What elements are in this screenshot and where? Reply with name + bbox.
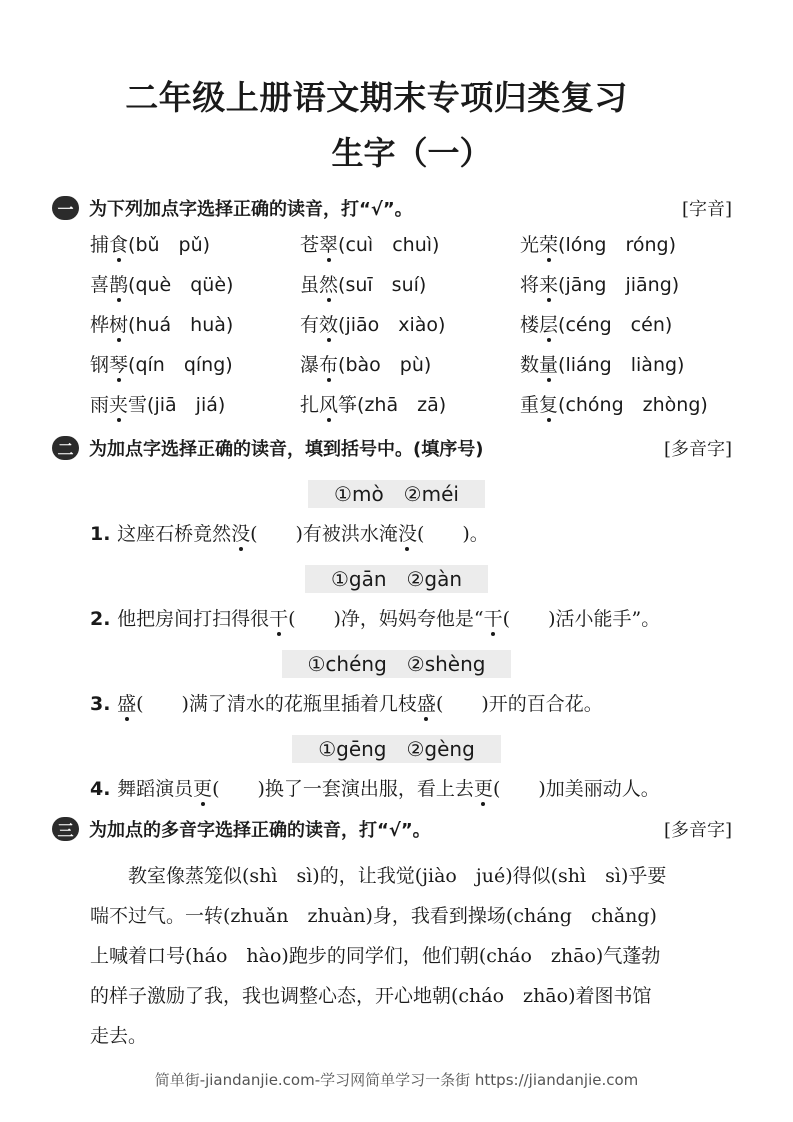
section-number-badge: 一 [52,196,79,220]
section-1-header [52,194,732,222]
dotted-character: 翠 [319,234,339,256]
pronunciation-item: 数量(liáng liàng) [520,354,685,376]
page-subtitle: 生字（一） [331,134,492,172]
question-line: 2. 他把房间打扫得很干( )净，妈妈夸他是“干( )活小能手”。 [90,608,661,630]
passage-line: 的样子激励了我，我也调整心态，开心地朝(cháo zhāo)着图书馆 [90,985,652,1007]
question-line: 3. 盛( )满了清水的花瓶里插着几枝盛( )开的百合花。 [90,693,603,715]
dotted-character: 树 [109,314,129,336]
question-line: 1. 这座石桥竟然没( )有被洪水淹没( )。 [90,523,489,545]
dotted-character: 鹊 [109,274,129,296]
section-instruction: 为加点的多音字选择正确的读音，打“√”。 [89,820,431,841]
pronunciation-item: 光荣(lóng róng) [520,234,676,256]
dotted-character: 然 [319,274,339,296]
pronunciation-item: 将来(jāng jiāng) [520,274,680,296]
pronunciation-item: 捕食(bǔ pǔ) [90,234,211,256]
options-line: ①gēng ②gèng [0,733,793,762]
pronunciation-item: 有效(jiāo xiào) [300,314,446,336]
footer-watermark: 简单街-jiandanjie.com-学习网简单学习一条街 https://jiandanjie.com [154,1071,639,1089]
dotted-character: 更 [473,778,493,800]
pronunciation-item: 桦树(huá huà) [90,314,234,336]
dotted-character: 盛 [416,693,436,715]
section-tag: [多音字] [663,820,732,841]
dotted-character: 来 [539,274,559,296]
dotted-character: 层 [539,314,559,336]
dotted-character: 布 [319,354,339,376]
dotted-character: 复 [539,394,559,416]
dotted-character: 干 [483,608,503,630]
dotted-character: 夹 [109,394,129,416]
dotted-character: 荣 [539,234,559,256]
passage-line: 教室像蒸笼似(shì sì)的，让我觉(jiào jué)得似(shì sì)乎要 [90,865,667,887]
section-instruction: 为加点字选择正确的读音，填到括号中。(填序号) [89,439,484,460]
dotted-character: 更 [193,778,213,800]
dotted-character: 量 [539,354,559,376]
options-line: ①mò ②méi [0,478,793,507]
page-title: 二年级上册语文期末专项归类复习 [125,78,628,117]
pronunciation-item: 瀑布(bào pù) [300,354,432,376]
passage-line: 走去。 [90,1025,148,1047]
dotted-character: 没 [231,523,251,545]
section-number-badge: 二 [52,436,79,460]
section-tag: [多音字] [663,439,732,460]
passage [90,856,730,1056]
pronunciation-item: 重复(chóng zhòng) [520,394,708,416]
pronunciation-item: 楼层(céng cén) [520,314,673,336]
dotted-character: 盛 [117,693,137,715]
pronunciation-item: 喜鹊(què qüè) [90,274,234,296]
options-line: ①chéng ②shèng [0,648,793,677]
section-instruction: 为下列加点字选择正确的读音，打“√”。 [89,199,413,220]
section-number-badge: 三 [52,817,79,841]
section-3-header [52,815,732,843]
dotted-character: 食 [109,234,129,256]
question-line: 4. 舞蹈演员更( )换了一套演出服，看上去更( )加美丽动人。 [90,778,660,800]
passage-line: 上喊着口号(háo hào)跑步的同学们，他们朝(cháo zhāo)气蓬勃 [90,945,661,967]
passage-line: 喘不过气。一转(zhuǎn zhuàn)身，我看到操场(cháng chǎng) [90,905,657,927]
dotted-character: 效 [319,314,339,336]
pronunciation-item: 扎风筝(zhā zā) [300,394,447,416]
dotted-character: 没 [397,523,417,545]
options-line: ①gān ②gàn [0,563,793,592]
pronunciation-grid [90,232,740,418]
section-tag: [字音] [681,199,732,220]
dotted-character: 干 [269,608,289,630]
dotted-character: 风 [319,394,339,416]
pronunciation-item: 雨夹雪(jiā jiá) [90,394,226,416]
pronunciation-item: 苍翠(cuì chuì) [300,234,440,256]
dotted-character: 琴 [109,354,129,376]
section-2-header [52,434,732,462]
pronunciation-item: 钢琴(qín qíng) [90,354,233,376]
pronunciation-item: 虽然(suī suí) [300,274,427,296]
